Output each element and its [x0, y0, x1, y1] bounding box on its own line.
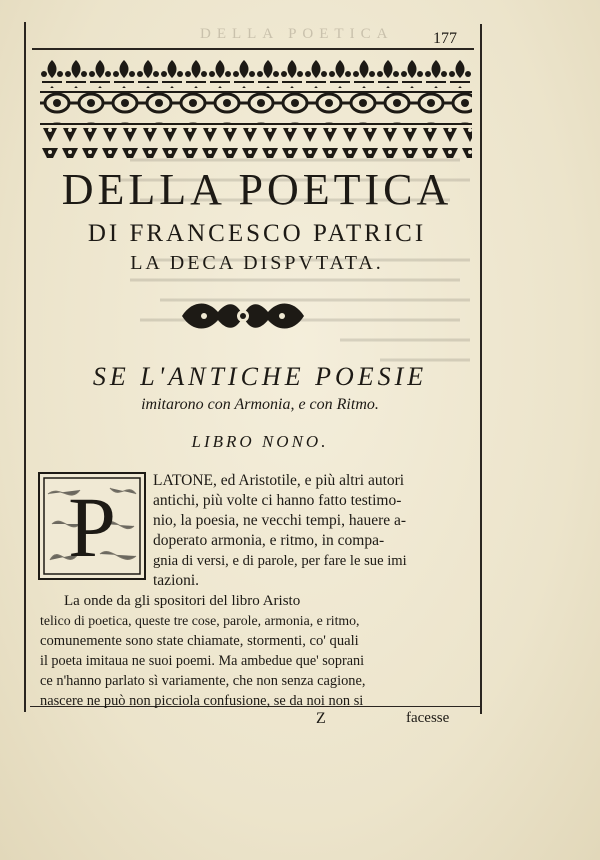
body-line-6: tazioni.	[153, 572, 200, 589]
deca-line: LA DECA DISPVTATA.	[130, 252, 384, 274]
left-border-rule	[24, 22, 26, 712]
chapter-subheading: imitarono con Armonia, e con Ritmo.	[141, 396, 379, 413]
body-line-5: gnia di versi, e di parole, per fare le sue imi	[153, 553, 407, 569]
body-line-10: il poeta imitaua ne suoi poemi. Ma ambedue que' soprani	[40, 653, 365, 669]
initial-engraving	[40, 474, 144, 578]
author-line: DI FRANCESCO PATRICI	[87, 220, 427, 247]
book-title: DELLA POETICA	[61, 165, 453, 214]
vignette-ornament	[178, 298, 308, 334]
body-line-3: nio, la poesia, ne vecchi tempi, hauere a-	[153, 512, 407, 529]
body-line-12: nascere ne può non picciola confusione, se da noi non si	[40, 693, 364, 709]
body-line-8: telico di poetica, queste tre cose, parole, armonia, e ritmo,	[40, 613, 360, 628]
running-head: DELLA POETICA	[200, 26, 394, 42]
body-line-7: La onde da gli spositori del libro Aristo	[64, 593, 301, 609]
initial-letter: P	[68, 479, 116, 575]
ornamental-headpiece	[40, 58, 472, 162]
right-border-rule	[480, 24, 482, 714]
signature-mark: Z	[316, 710, 326, 727]
page-number: 177	[433, 30, 457, 47]
body-line-4: doperato armonia, e ritmo, in compa-	[153, 532, 385, 549]
body-line-9: comunemente sono state chiamate, stormenti, co' quali	[40, 633, 359, 649]
top-border-rule	[32, 48, 474, 50]
book-number: LIBRO NONO.	[191, 432, 329, 451]
decorated-initial	[38, 472, 146, 580]
body-line-1: LATONE, ed Aristotile, e più altri autori	[153, 472, 405, 489]
catchword: facesse	[406, 710, 450, 726]
body-line-11: ce n'hanno parlato sì variamente, che non senza cagione,	[40, 673, 366, 689]
body-line-2: antichi, più volte ci hanno fatto testimo-	[153, 492, 402, 509]
chapter-heading: SE L'ANTICHE POESIE	[92, 362, 428, 391]
